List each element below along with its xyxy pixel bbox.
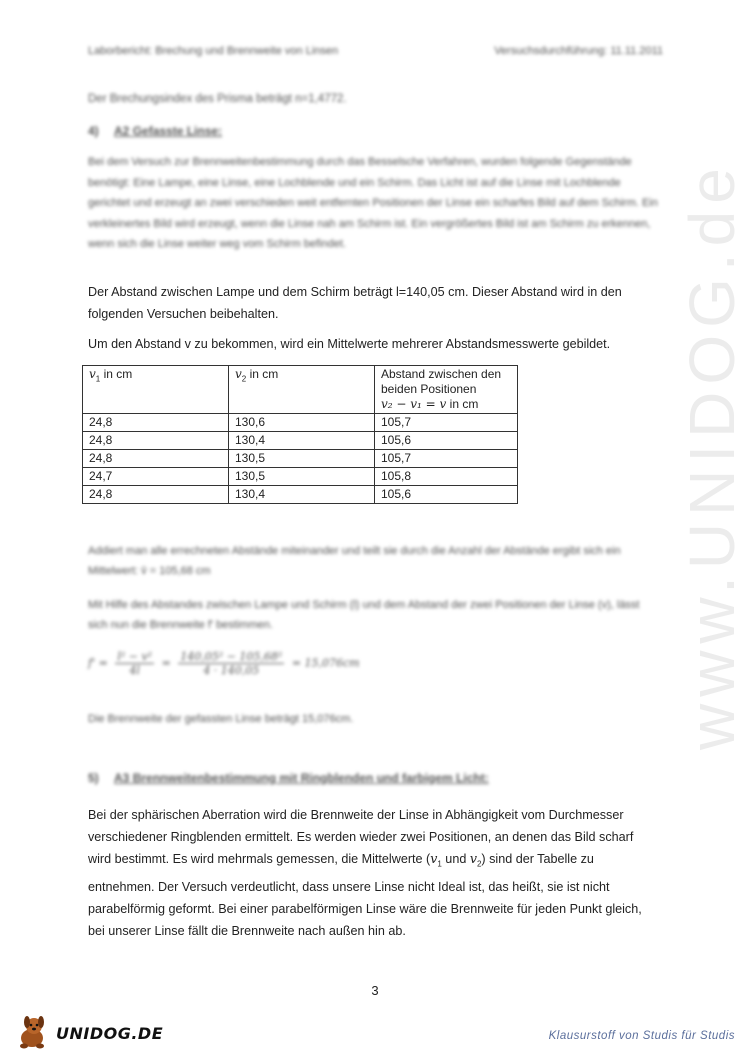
table-cell-v1: 24,7 <box>83 468 229 486</box>
focal-length-formula: f' = $\frac{\text{l² − v²}}{4l}$ = $\frac{\text{140,05² − 105,68²}}{4 \cdot 140,05}$ = 15,076cm <box>88 650 360 677</box>
table-header-v2: $v_2$ in cm <box>229 366 375 414</box>
watermark: www.UNIDOG.de <box>676 161 748 750</box>
dog-icon <box>14 1012 54 1052</box>
table-cell-v: 105,7 <box>375 450 518 468</box>
table-header-distance: Abstand zwischen den beiden Positionen v₂ − v₁ = v in cm <box>375 366 518 414</box>
table-row <box>83 486 518 504</box>
section-5-title: A3 Brennweitenbestimmung mit Ringblenden und farbigem Licht: <box>114 771 489 785</box>
section-5-number: 5) <box>88 771 99 785</box>
table-row <box>83 468 518 486</box>
table-header-v1: $v_1$ in cm <box>83 366 229 414</box>
focal-length-result-text: Die Brennweite der gefassten Linse beträgt 15,076cm. <box>88 713 354 725</box>
table-cell-v1: 24,8 <box>83 414 229 432</box>
header-title: Laborbericht: Brechung und Brennweite von Linsen <box>88 45 339 57</box>
table-cell-v1: 24,8 <box>83 432 229 450</box>
page-number: 3 <box>371 983 379 998</box>
footer-tagline: Klausurstoff von Studis für Studis <box>548 1030 735 1042</box>
section-4-intro: Bei dem Versuch zur Brennweitenbestimmung durch das Besselsche Verfahren, wurden folgende Gegenstände benötigt: Eine Lampe, eine Linse, eine Lochblende und ein Schirm. Das Licht ist auf die Linse mit Lochblende gerichtet und erzeugt an zwei verschieden weit entfernten Positionen der Linse ein scharfes Bild auf dem Schirm. Ein verkleinertes Bild wird erzeugt, wenn die Linse nah am Schirm ist. Ein vergrößertes Bild ist am Schirm zu erkennen, wenn sich die Linse weiter weg vom Schirm befindet. <box>88 156 658 250</box>
table-cell-v: 105,7 <box>375 414 518 432</box>
table-row <box>83 450 518 468</box>
table-cell-v2: 130,6 <box>229 414 375 432</box>
mean-sum-text: Addiert man alle errechneten Abstände miteinander und teilt sie durch die Anzahl der Abstände ergibt sich ein Mittelwert: v̄ = 105,68 cm <box>88 545 621 577</box>
table-cell-v1: 24,8 <box>83 450 229 468</box>
table-cell-v2: 130,5 <box>229 450 375 468</box>
table-header-row <box>83 366 518 414</box>
header-date: Versuchsdurchführung: 11.11.2011 <box>494 45 663 57</box>
table-cell-v: 105,6 <box>375 486 518 504</box>
section-4-heading <box>88 124 222 138</box>
table-cell-v: 105,6 <box>375 432 518 450</box>
table-row <box>83 414 518 432</box>
table-row <box>83 432 518 450</box>
section-5-heading <box>88 771 489 785</box>
unidog-logo <box>14 1012 174 1052</box>
table-cell-v2: 130,5 <box>229 468 375 486</box>
prism-refraction-line: Der Brechungsindex des Prisma beträgt n=1,4772. <box>88 93 347 105</box>
mean-value-text: Um den Abstand v zu bekommen, wird ein Mittelwerte mehrerer Abstandsmesswerte gebildet. <box>88 337 611 351</box>
lamp-screen-distance-text: Der Abstand zwischen Lampe und dem Schirm beträgt l=140,05 cm. Dieser Abstand wird in den folgenden Versuchen beibehalten. <box>88 285 622 321</box>
focal-length-method-text: Mit Hilfe des Abstandes zwischen Lampe und Schirm (l) und dem Abstand der zwei Positionen der Linse (v), lässt sich nun die Brennweite f' bestimmen. <box>88 599 640 631</box>
section-4-title: A2 Gefasste Linse: <box>114 124 223 138</box>
distance-measurement-table <box>82 365 518 504</box>
table-cell-v2: 130,4 <box>229 432 375 450</box>
section-5-paragraph: Bei der sphärischen Aberration wird die Brennweite der Linse in Abhängigkeit vom Durchmesser verschiedener Ringblenden ermittelt. Es werden wieder zwei Positionen, an denen das Bild scharf wird bestimmt. Es wird mehrmals gemessen, die Mittelwerte ($v_1$ und $v_2$) sind der Tabelle zu entnehmen. Der Versuch verdeutlicht, dass unsere Linse nicht Ideal ist, das heißt, sie ist nicht parabelförmig geformt. Bei einer parabelförmigen Linse wäre die Brennweite für jeden Punkt gleich, bei unserer Linse fällt die Brennweite nach außen hin ab. <box>88 808 642 938</box>
table-cell-v: 105,8 <box>375 468 518 486</box>
table-cell-v1: 24,8 <box>83 486 229 504</box>
table-cell-v2: 130,4 <box>229 486 375 504</box>
logo-text: UNIDOG.DE <box>56 1024 164 1043</box>
section-4-number: 4) <box>88 124 99 138</box>
